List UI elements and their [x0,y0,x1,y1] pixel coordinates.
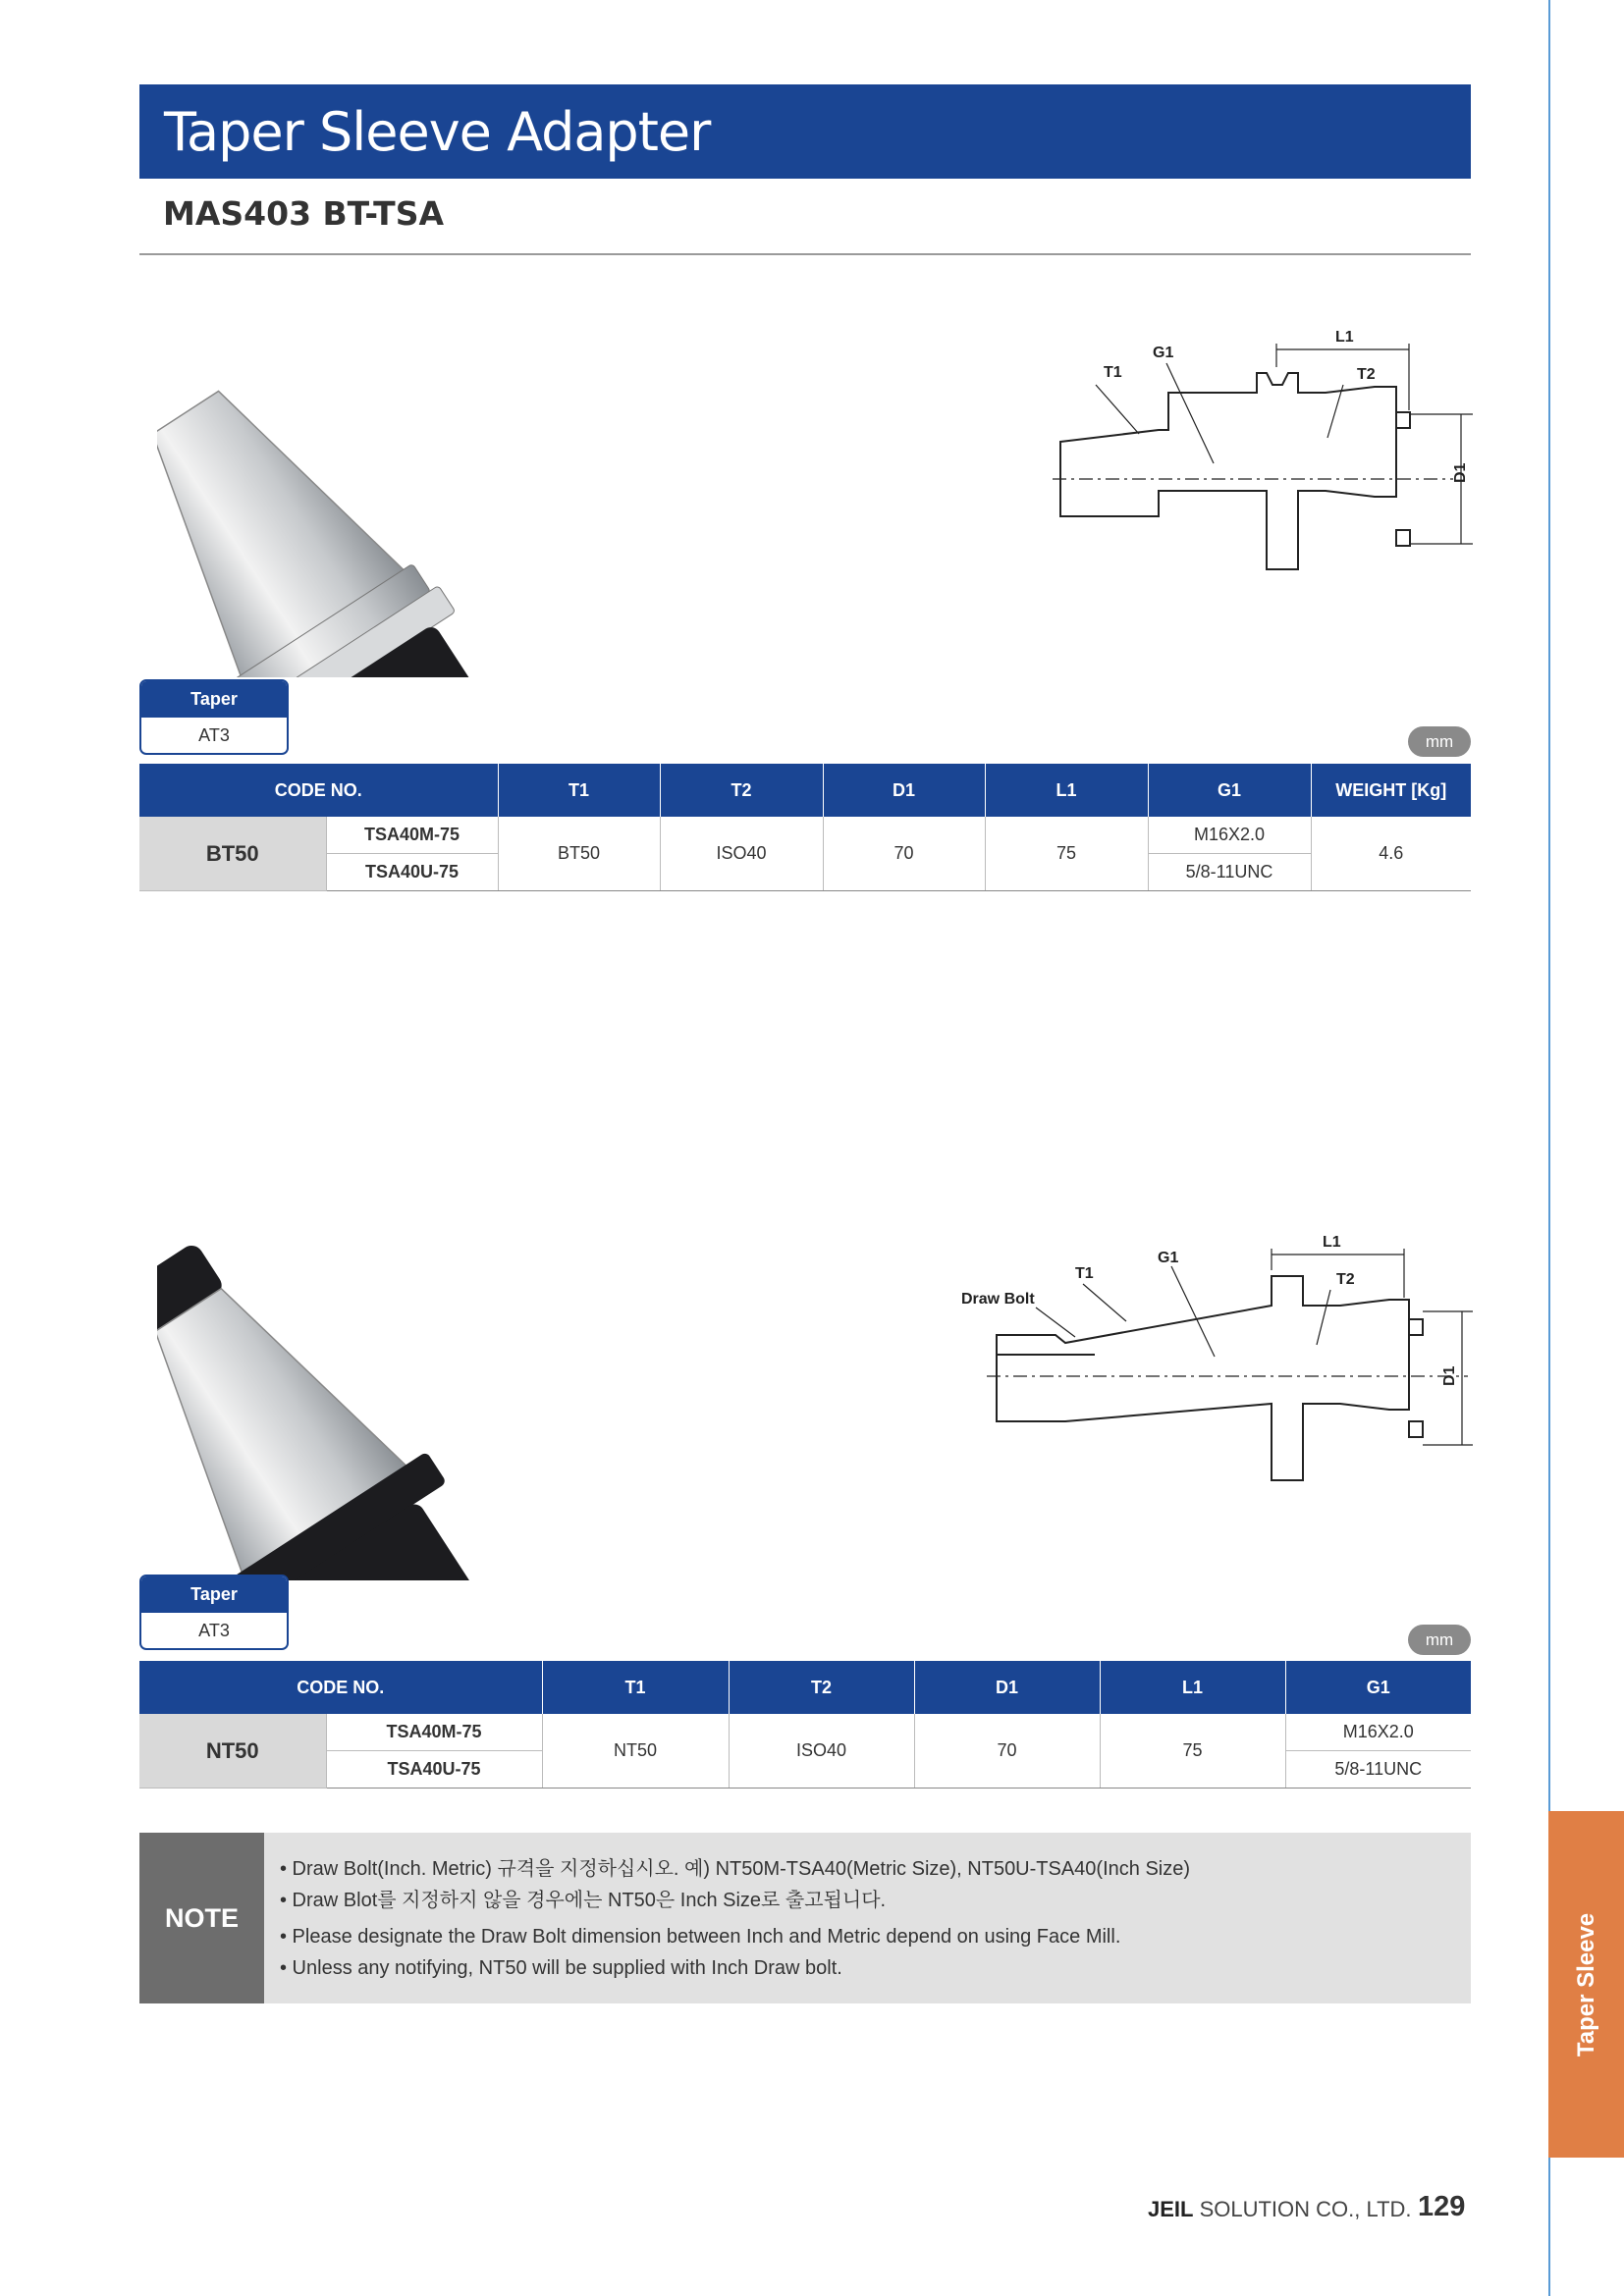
taper-label: Taper [141,681,287,718]
unit-badge-1: mm [1408,726,1471,757]
l1-cell: 75 [985,817,1148,891]
t1-cell: BT50 [498,817,660,891]
header-t1: T1 [498,764,660,817]
note-line: • Draw Bolt(Inch. Metric) 규격을 지정하십시오. 예) NT50M-TSA40(Metric Size), NT50U-TSA40(Inch Size) [280,1858,1191,1880]
header-code-no: CODE NO. [139,1661,542,1714]
group-cell: NT50 [139,1714,326,1789]
taper-box-2 [139,1575,289,1650]
g1-cell: 5/8-11UNC [1285,1751,1471,1789]
taper-value: AT3 [198,1621,230,1640]
diagram-d1-label: D1 [1452,462,1469,483]
g1-cell: M16X2.0 [1148,817,1311,854]
side-tab-label: Taper Sleeve [1572,1912,1599,2056]
diagram-l1-label: L1 [1335,329,1354,346]
header-weight: WEIGHT [Kg] [1311,764,1471,817]
diagram-t2-label: T2 [1336,1271,1355,1288]
subtitle-divider [139,253,1471,255]
header-t2: T2 [660,764,823,817]
bt50-dimension-diagram [1041,324,1473,589]
header-t1: T1 [542,1661,729,1714]
code-cell: TSA40U-75 [326,854,498,891]
note-line: • Draw Blot를 지정하지 않을 경우에는 NT50은 Inch Size로 출고됩니다. [280,1890,887,1911]
footer-company-rest: SOLUTION CO., LTD. [1193,2197,1412,2221]
footer-company-bold: JEIL [1148,2197,1194,2221]
page-title: Taper Sleeve Adapter [164,101,711,163]
page-number: 129 [1418,2191,1466,2222]
taper-value: AT3 [198,725,230,745]
nt50-dimension-diagram [957,1227,1473,1512]
code-cell: TSA40M-75 [326,817,498,854]
header-d1: D1 [823,764,985,817]
page-subtitle: MAS403 BT-TSA [163,194,444,233]
side-tab[interactable] [1548,1811,1624,2158]
table-row [139,1714,1471,1751]
t1-cell: NT50 [542,1714,729,1789]
diagram-t2-label: T2 [1357,366,1376,383]
footer-company [1148,2197,1412,2222]
header-t2: T2 [729,1661,914,1714]
taper-box-1 [139,679,289,755]
diagram-draw-bolt-label: Draw Bolt [961,1291,1035,1308]
header-g1: G1 [1285,1661,1471,1714]
g1-cell: M16X2.0 [1285,1714,1471,1751]
code-cell: TSA40U-75 [326,1751,542,1789]
header-code-no: CODE NO. [139,764,498,817]
table-header-row [139,764,1471,817]
nt50-product-photo [157,1188,668,1580]
d1-cell: 70 [914,1714,1100,1789]
header-d1: D1 [914,1661,1100,1714]
note-label: NOTE [139,1833,264,2003]
note-line: • Unless any notifying, NT50 will be supplied with Inch Draw bolt. [280,1957,842,1979]
header-l1: L1 [1100,1661,1285,1714]
spec-table-bt50 [139,764,1471,891]
header-g1: G1 [1148,764,1311,817]
taper-label: Taper [141,1576,287,1613]
header-l1: L1 [985,764,1148,817]
table-header-row [139,1661,1471,1714]
diagram-g1-label: G1 [1153,345,1174,361]
group-cell: BT50 [139,817,326,891]
diagram-t1-label: T1 [1104,364,1122,381]
note-line: • Please designate the Draw Bolt dimension between Inch and Metric depend on using Face Mill. [280,1926,1121,1948]
note-panel [139,1833,1471,2003]
spec-table-nt50 [139,1661,1471,1789]
weight-cell: 4.6 [1311,817,1471,891]
d1-cell: 70 [823,817,985,891]
diagram-t1-label: T1 [1075,1265,1094,1282]
bt50-product-photo [157,294,668,677]
l1-cell: 75 [1100,1714,1285,1789]
diagram-g1-label: G1 [1158,1250,1179,1266]
title-bar [139,84,1471,179]
t2-cell: ISO40 [729,1714,914,1789]
g1-cell: 5/8-11UNC [1148,854,1311,891]
table-row [139,817,1471,854]
unit-badge-2: mm [1408,1625,1471,1655]
code-cell: TSA40M-75 [326,1714,542,1751]
diagram-l1-label: L1 [1323,1234,1341,1251]
t2-cell: ISO40 [660,817,823,891]
diagram-d1-label: D1 [1441,1365,1458,1386]
